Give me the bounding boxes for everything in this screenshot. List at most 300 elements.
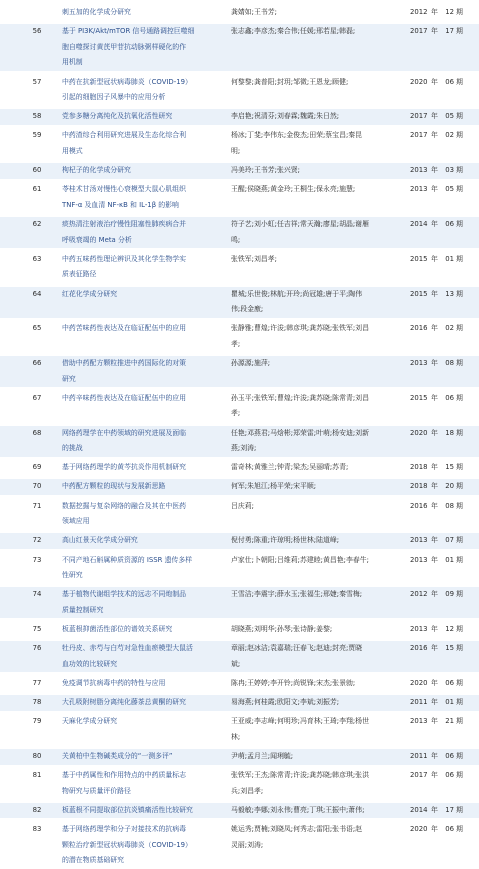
article-title-line: 中药在抗新型冠状病毒肺炎（COVID-19）	[62, 77, 192, 86]
year-unit-label: 年	[431, 166, 438, 175]
table-row	[0, 321, 479, 352]
article-title-line: 中药五味药性理论辨识及其化学生物学实	[62, 254, 187, 263]
issue-unit-label: 期	[456, 751, 463, 760]
article-title-line: 呼吸衰竭的 Meta 分析	[62, 235, 132, 244]
table-row	[0, 533, 479, 549]
issue-unit-label: 期	[456, 254, 463, 263]
article-title	[62, 460, 230, 476]
article-title-line: 中药配方颗粒的现状与发展新思路	[62, 482, 166, 491]
year-unit-label: 年	[431, 27, 438, 36]
issue-unit-label: 期	[456, 77, 463, 86]
article-title	[62, 822, 230, 869]
author-list-line: 倪付勇;陈重;许琼明;杨世林;陆道峰;	[231, 536, 340, 545]
article-title	[62, 749, 230, 765]
row-number: 60	[32, 166, 42, 175]
year-unit-label: 年	[431, 324, 438, 333]
article-title-line: 领域应用	[62, 517, 90, 526]
issue-unit-label: 期	[456, 428, 463, 437]
article-title-line: 中药渣综合利用研究进展及生态化综合利	[62, 131, 187, 140]
author-list	[231, 553, 388, 569]
article-title	[62, 499, 230, 530]
author-list-line: 符子艺;刘小虹;任吉祥;常天瀚;廖星;胡晶;谢雁	[231, 220, 369, 229]
issue-unit-label: 期	[456, 8, 463, 16]
article-title	[62, 287, 230, 303]
article-title	[62, 622, 230, 638]
author-list-line: 陈冉;王婷婷;李开铃;尚锐锋;宋杰;张景勍;	[231, 678, 356, 687]
author-list	[231, 768, 388, 799]
publication-year: 2017	[410, 27, 428, 36]
article-title-line: 高山红景天化学成分研究	[62, 536, 138, 545]
article-title-line: 板蓝根抑菌活性部位的谱效关系研究	[62, 625, 173, 633]
author-list-line: 章丽;赵冰洁;袁嘉瑞;汪春飞;赵迪;封亮;贾晓	[231, 644, 363, 653]
article-title	[62, 391, 230, 407]
article-title	[62, 5, 230, 21]
article-title-line: 的挑战	[62, 444, 83, 453]
row-number: 66	[32, 359, 42, 368]
author-list	[231, 5, 388, 21]
article-title-line: 的潜在物质基础研究	[62, 856, 125, 865]
article-title-line: 刺五加的化学成分研究	[62, 8, 131, 16]
year-unit-label: 年	[431, 751, 438, 760]
table-row	[0, 676, 479, 692]
article-title-line: 研究	[62, 374, 76, 383]
article-title-line: 枸杞子的化学成分研究	[62, 166, 131, 175]
author-list	[231, 75, 388, 91]
article-title-line: 基于中药属性和作用特点的中药质量标志	[62, 771, 187, 780]
issue-number: 09	[445, 590, 454, 599]
article-title-line: 质表征路径	[62, 270, 97, 279]
article-title	[62, 553, 230, 584]
issue-number: 08	[445, 501, 454, 510]
author-list	[231, 287, 388, 318]
table-row	[0, 217, 479, 248]
publication-year: 2013	[410, 555, 428, 564]
author-list-line: 王亚威;李志峰;何明珍;冯育林;王琦;李翔;杨世	[231, 717, 369, 726]
author-list-line: 燕;刘涛;	[231, 444, 257, 453]
article-title	[62, 714, 230, 730]
issue-number: 15	[445, 644, 454, 653]
publication-year: 2015	[410, 393, 428, 402]
row-number: 72	[32, 536, 42, 545]
article-title	[62, 533, 230, 549]
author-list-line: 吕庆莉;	[231, 501, 254, 510]
author-list	[231, 676, 388, 692]
author-list-line: 王醒;侯晓燕;黄金玲;王桐生;保永亮;施慧;	[231, 185, 356, 194]
publication-year: 2012	[410, 8, 428, 16]
publication-year: 2020	[410, 825, 428, 833]
row-number: 80	[32, 751, 42, 760]
author-list-line: 灵丽;刘涛;	[231, 840, 264, 849]
article-title-line: 颗粒治疗新型冠状病毒肺炎（COVID-19）	[62, 840, 192, 849]
article-title-line: 基于 PI3K/Akt/mTOR 信号通路调控巨噬细	[62, 27, 195, 36]
year-unit-label: 年	[431, 590, 438, 599]
issue-number: 06	[445, 393, 454, 402]
article-title-line: 红花化学成分研究	[62, 289, 118, 298]
issue-unit-label: 期	[456, 289, 463, 298]
table-row	[0, 822, 479, 869]
issue-number: 12	[445, 8, 454, 16]
author-list	[231, 749, 388, 765]
author-list-line: 鸣;	[231, 235, 241, 244]
row-number: 79	[32, 717, 42, 726]
author-list	[231, 499, 388, 515]
publication-year: 2013	[410, 717, 428, 726]
author-list	[231, 641, 388, 672]
table-row	[0, 768, 479, 799]
row-number: 63	[32, 254, 42, 263]
author-list-line: 斌;	[231, 659, 241, 668]
issue-unit-label: 期	[456, 825, 463, 833]
article-title	[62, 356, 230, 387]
article-title	[62, 695, 230, 711]
publication-year: 2014	[410, 805, 428, 814]
table-row	[0, 163, 479, 179]
article-title	[62, 479, 230, 495]
issue-unit-label: 期	[456, 555, 463, 564]
publication-year: 2020	[410, 428, 428, 437]
table-row	[0, 109, 479, 125]
author-list	[231, 321, 388, 352]
article-title-line: 中药苦味药性表达及在临证配伍中的应用	[62, 324, 187, 333]
year-unit-label: 年	[431, 77, 438, 86]
table-row	[0, 356, 479, 387]
table-row	[0, 252, 479, 283]
year-unit-label: 年	[431, 359, 438, 368]
author-list-line: 杨冰;丁斐;李伟东;金俊杰;田荣;蔡宝昌;秦昆	[231, 131, 363, 140]
issue-unit-label: 期	[456, 678, 463, 687]
table-row	[0, 695, 479, 711]
article-title	[62, 803, 230, 819]
publication-year: 2016	[410, 644, 428, 653]
publication-year: 2015	[410, 254, 428, 263]
year-unit-label: 年	[431, 555, 438, 564]
issue-unit-label: 期	[456, 463, 463, 472]
row-number: 68	[32, 428, 42, 437]
author-list	[231, 252, 388, 268]
author-list	[231, 356, 388, 372]
year-unit-label: 年	[431, 112, 438, 121]
issue-unit-label: 期	[456, 482, 463, 491]
article-title	[62, 109, 230, 125]
table-row	[0, 714, 479, 745]
author-list-line: 张志鑫;李彦杰;秦合伟;任媛;邢若星;韩磊;	[231, 27, 356, 36]
row-number: 62	[32, 220, 42, 229]
author-list-line: 孙源源;施萍;	[231, 359, 271, 368]
year-unit-label: 年	[431, 771, 438, 780]
row-number: 75	[32, 625, 42, 633]
author-list-line: 孝;	[231, 409, 241, 418]
author-list-line: 明;	[231, 146, 241, 155]
article-title-line: 质量控制研究	[62, 605, 104, 614]
publication-year: 2020	[410, 77, 428, 86]
article-title-line: 板蓝根不同提取部位抗炎镇痛活性比较研究	[62, 805, 193, 814]
issue-number: 20	[445, 482, 454, 491]
issue-number: 15	[445, 463, 454, 472]
article-title	[62, 641, 230, 672]
author-list-line: 孙玉平;张铁军;曹煌;许浚;龚苏晓;陈常青;刘昌	[231, 393, 369, 402]
publication-year: 2018	[410, 463, 428, 472]
row-number: 65	[32, 324, 42, 333]
issue-unit-label: 期	[456, 324, 463, 333]
year-unit-label: 年	[431, 717, 438, 726]
year-unit-label: 年	[431, 220, 438, 229]
author-list-line: 胡晓燕;刘明华;孙琴;张诗静;姜黎;	[231, 625, 333, 633]
year-unit-label: 年	[431, 805, 438, 814]
author-list-line: 姚运秀;贾楠;刘晓凤;何秀志;雷阳;张书语;赵	[231, 825, 363, 833]
author-list	[231, 533, 388, 549]
article-title-line: 天麻化学成分研究	[62, 717, 118, 726]
article-title	[62, 163, 230, 179]
author-list	[231, 217, 388, 248]
article-title-line: 关黄柏中生物碱类成分的“一测多评”	[62, 751, 173, 760]
publication-year: 2017	[410, 112, 428, 121]
issue-unit-label: 期	[456, 536, 463, 545]
issue-unit-label: 期	[456, 644, 463, 653]
table-row	[0, 499, 479, 530]
article-title	[62, 182, 230, 213]
author-list-line: 张铁军;刘昌孝;	[231, 254, 277, 263]
author-list-line: 伟;段金廒;	[231, 305, 264, 314]
issue-unit-label: 期	[456, 625, 463, 633]
issue-unit-label: 期	[456, 590, 463, 599]
article-title-line: 党参多糖分离纯化及抗氧化活性研究	[62, 112, 173, 121]
issue-number: 06	[445, 825, 454, 833]
article-title-line: 中药辛味药性表达及在临证配伍中的应用	[62, 393, 187, 402]
row-number: 59	[32, 131, 42, 140]
issue-unit-label: 期	[456, 112, 463, 121]
author-list	[231, 587, 388, 603]
row-number: 61	[32, 185, 42, 194]
issue-number: 18	[445, 428, 454, 437]
publication-year: 2014	[410, 220, 428, 229]
author-list	[231, 460, 388, 476]
issue-unit-label: 期	[456, 771, 463, 780]
author-list	[231, 182, 388, 198]
article-title	[62, 676, 230, 692]
issue-number: 01	[445, 698, 454, 707]
author-list-line: 瞿城;乐世俊;林航;开玲;尚冠雄;唐于平;陶伟	[231, 289, 363, 298]
row-number: 82	[32, 805, 42, 814]
author-list-line: 张静雅;曹煌;许浚;韩彦琪;龚苏晓;张铁军;刘昌	[231, 324, 369, 333]
table-row	[0, 24, 479, 71]
publication-year: 2013	[410, 625, 428, 633]
row-number: 77	[32, 678, 42, 687]
table-row	[0, 287, 479, 318]
issue-number: 12	[445, 625, 454, 633]
table-row	[0, 641, 479, 672]
issue-unit-label: 期	[456, 805, 463, 814]
year-unit-label: 年	[431, 254, 438, 263]
author-list-line: 尹萌;孟月兰;闻琍毓;	[231, 751, 294, 760]
author-list	[231, 714, 388, 745]
author-list-line: 王雪洁;李震宇;薛水玉;张福生;邢婕;秦雪梅;	[231, 590, 363, 599]
row-number: 74	[32, 590, 42, 599]
issue-number: 02	[445, 324, 454, 333]
issue-unit-label: 期	[456, 698, 463, 707]
table-row	[0, 5, 479, 21]
author-list	[231, 109, 388, 125]
year-unit-label: 年	[431, 393, 438, 402]
article-title-line: 物研究与质量评价路径	[62, 786, 131, 795]
row-number: 81	[32, 771, 42, 780]
issue-unit-label: 期	[456, 220, 463, 229]
author-list-line: 兵;刘昌孝;	[231, 786, 264, 795]
row-number: 57	[32, 77, 42, 86]
publication-year: 2013	[410, 166, 428, 175]
issue-number: 02	[445, 131, 454, 140]
issue-number: 08	[445, 359, 454, 368]
issue-unit-label: 期	[456, 131, 463, 140]
row-number: 64	[32, 289, 42, 298]
year-unit-label: 年	[431, 698, 438, 707]
article-title-line: 苓桂术甘汤对慢性心衰模型大鼠心肌组织	[62, 185, 187, 194]
article-title	[62, 24, 230, 71]
table-row	[0, 479, 479, 495]
issue-number: 13	[445, 289, 454, 298]
author-list	[231, 822, 388, 853]
author-list-line: 林;	[231, 732, 241, 741]
issue-unit-label: 期	[456, 359, 463, 368]
article-title-line: 引起的细胞因子风暴中的应用分析	[62, 93, 166, 102]
author-list	[231, 24, 388, 40]
issue-unit-label: 期	[456, 166, 463, 175]
issue-number: 06	[445, 751, 454, 760]
author-list-line: 卢家仕;卜朝阳;吕维莉;苏建睦;黄昌艳;李春牛;	[231, 555, 369, 564]
author-list-line: 何黎黎;龚普阳;封玥;邹微;王恩龙;顾健;	[231, 77, 349, 86]
article-title-line: 免疫调节抗病毒中药的特性与应用	[62, 678, 166, 687]
publication-year: 2011	[410, 698, 428, 707]
issue-unit-label: 期	[456, 717, 463, 726]
article-title-line: TNF-α 及血清 NF-κB 和 IL-1β 的影响	[62, 200, 179, 209]
author-list-line: 张铁军;王杰;陈常青;许浚;龚苏晓;韩彦琪;张洪	[231, 771, 369, 780]
article-title-line: 血功效的比较研究	[62, 659, 118, 668]
issue-unit-label: 期	[456, 185, 463, 194]
author-list	[231, 426, 388, 457]
row-number: 71	[32, 501, 42, 510]
year-unit-label: 年	[431, 131, 438, 140]
author-list	[231, 695, 388, 711]
issue-number: 06	[445, 77, 454, 86]
table-row	[0, 587, 479, 618]
author-list	[231, 622, 388, 638]
article-title	[62, 426, 230, 457]
author-list-line: 易海燕;何桂霞;欧阳文;李斌;刘振芳;	[231, 698, 340, 707]
year-unit-label: 年	[431, 625, 438, 633]
publication-year: 2018	[410, 482, 428, 491]
year-unit-label: 年	[431, 185, 438, 194]
author-list	[231, 163, 388, 179]
article-title	[62, 217, 230, 248]
year-unit-label: 年	[431, 482, 438, 491]
row-number: 83	[32, 825, 42, 833]
article-title-line: 数据挖掘与复杂网络的融合及其在中医药	[62, 501, 187, 510]
author-list	[231, 803, 388, 819]
author-list	[231, 128, 388, 159]
publication-year: 2011	[410, 751, 428, 760]
issue-number: 01	[445, 555, 454, 564]
article-title	[62, 321, 230, 337]
issue-unit-label: 期	[456, 501, 463, 510]
article-title	[62, 75, 230, 106]
year-unit-label: 年	[431, 428, 438, 437]
issue-unit-label: 期	[456, 393, 463, 402]
year-unit-label: 年	[431, 501, 438, 510]
article-title-line: 大孔吸附树脂分离纯化藤茶总黄酮的研究	[62, 698, 187, 707]
author-list-line: 任艳;邓燕君;马焓彬;郑荣雷;叶萌;杨安迪;刘新	[231, 428, 369, 437]
year-unit-label: 年	[431, 825, 438, 833]
table-row	[0, 749, 479, 765]
row-number: 69	[32, 463, 42, 472]
article-title-line: 借助中药配方颗粒推进中药国际化的对策	[62, 359, 187, 368]
article-title-line: 不同产地石斛属种质资源的 ISSR 遗传多样	[62, 555, 193, 564]
year-unit-label: 年	[431, 289, 438, 298]
article-title-line: 基于植物代谢组学技术的远志不同炮制品	[62, 590, 187, 599]
row-number: 70	[32, 482, 42, 491]
issue-number: 06	[445, 220, 454, 229]
article-title	[62, 252, 230, 283]
publication-year: 2017	[410, 131, 428, 140]
publication-year: 2016	[410, 324, 428, 333]
publication-year: 2012	[410, 590, 428, 599]
article-title-line: 痰热清注射液治疗慢性阻塞性肺疾病合并	[62, 220, 187, 229]
table-row	[0, 391, 479, 422]
publication-year: 2013	[410, 359, 428, 368]
issue-number: 21	[445, 717, 454, 726]
article-title	[62, 128, 230, 159]
article-title-line: 基于网络药理学的黄芩抗炎作用机制研究	[62, 463, 187, 472]
article-title-line: 用机制	[62, 58, 83, 67]
issue-unit-label: 期	[456, 27, 463, 36]
issue-number: 03	[445, 166, 454, 175]
article-title-line: 用模式	[62, 146, 83, 155]
row-number: 73	[32, 555, 42, 564]
year-unit-label: 年	[431, 536, 438, 545]
issue-number: 06	[445, 678, 454, 687]
article-title	[62, 587, 230, 618]
table-row	[0, 426, 479, 457]
row-number: 58	[32, 112, 42, 121]
issue-number: 01	[445, 254, 454, 263]
row-number: 76	[32, 644, 42, 653]
author-list-line: 冯美玲;王书芳;张兴贤;	[231, 166, 300, 175]
author-list-line: 龚婧如;王书芳;	[231, 8, 277, 16]
issue-number: 06	[445, 771, 454, 780]
author-list-line: 马毅敏;李娜;刘永伟;曹亮;丁琪;王振中;萧伟;	[231, 805, 365, 814]
publication-year: 2015	[410, 289, 428, 298]
article-title-line: 性研究	[62, 571, 83, 580]
table-row	[0, 75, 479, 106]
row-number: 67	[32, 393, 42, 402]
author-list-line: 雷奇林;黄雅兰;钟青;梁杰;吴丽晴;苏青;	[231, 463, 349, 472]
article-title-line: 网络药理学在中药领域的研究进展及面临	[62, 428, 187, 437]
publication-year: 2013	[410, 185, 428, 194]
year-unit-label: 年	[431, 644, 438, 653]
author-list-line: 李启艳;祝清芬;刘春霖;魏霞;朱日然;	[231, 112, 340, 121]
article-title	[62, 768, 230, 799]
publication-year: 2020	[410, 678, 428, 687]
author-list-line: 何军;朱旭江;杨平荣;宋平顺;	[231, 482, 317, 491]
issue-number: 05	[445, 112, 454, 121]
author-list	[231, 391, 388, 422]
issue-number: 07	[445, 536, 454, 545]
publication-year: 2016	[410, 501, 428, 510]
article-title-line: 牡丹皮、赤芍与白芍对急性血瘀模型大鼠活	[62, 644, 193, 653]
author-list	[231, 479, 388, 495]
year-unit-label: 年	[431, 8, 438, 16]
table-row	[0, 460, 479, 476]
publication-year: 2013	[410, 536, 428, 545]
year-unit-label: 年	[431, 463, 438, 472]
